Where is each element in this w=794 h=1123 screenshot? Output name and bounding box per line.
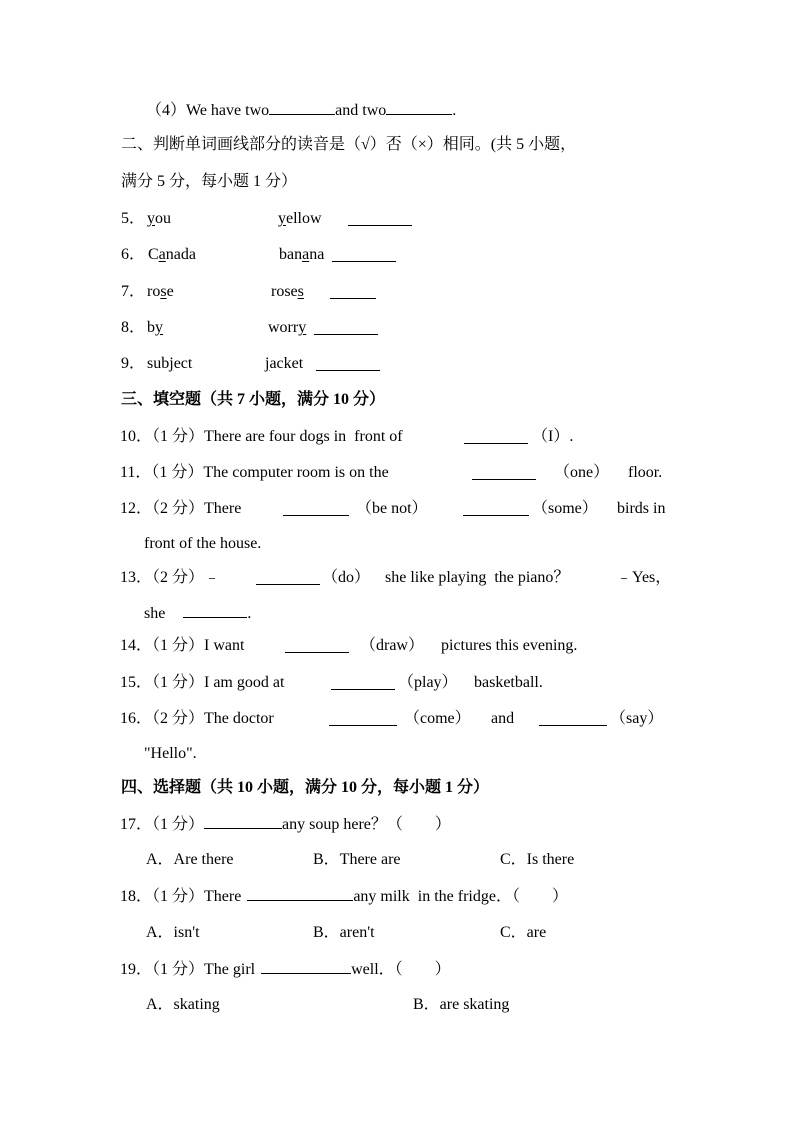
question-5 [121, 209, 145, 229]
word-2 [279, 245, 324, 265]
question-16-hint-1: （come） [404, 710, 471, 727]
word-part: na [309, 246, 325, 263]
option-c[interactable]: C．are [500, 924, 547, 941]
underlined-letters: a [302, 246, 310, 263]
underlined-letters: y [147, 210, 155, 227]
section-3-heading: 三、填空题（共 7 小题，满分 10 分） [121, 391, 386, 408]
question-15-hint: （play） [398, 674, 458, 691]
question-12-hint-1: （be not） [356, 500, 428, 517]
question-number: 6． [121, 246, 146, 263]
word-part: ban [279, 246, 303, 263]
underlined-letters: y [298, 319, 307, 336]
word-part: acket [269, 355, 304, 372]
word-1 [147, 318, 163, 338]
question-11-end: floor. [628, 464, 663, 481]
question-14-text: 14．（1 分）I want [120, 637, 245, 654]
question-number: 8． [121, 319, 146, 336]
question-16-and: and [491, 710, 515, 727]
question-number: 19．（1 分）The girl [120, 961, 256, 978]
question-17-line [120, 814, 451, 835]
answer-blank[interactable] [247, 886, 353, 901]
question-9 [121, 354, 145, 374]
question-number: 17．（1 分） [120, 816, 205, 833]
question-6 [121, 245, 145, 265]
question-12-continuation: front of the house. [144, 535, 262, 552]
word-part: ect [173, 355, 193, 372]
answer-blank[interactable] [539, 711, 607, 726]
word-part: b [147, 319, 155, 336]
option-c[interactable]: C．Is there [500, 851, 575, 868]
question-10-hint: （I）. [532, 428, 574, 445]
word-part: . [247, 605, 252, 622]
option-b[interactable]: B．aren't [313, 924, 375, 941]
question-15-text: 15．（1 分）I am good at [120, 674, 285, 691]
question-13-hint: （do） [322, 569, 371, 586]
answer-blank[interactable] [463, 501, 529, 516]
question-13-continuation [144, 603, 251, 624]
q4-prefix: （4）We have two [146, 102, 270, 119]
answer-blank[interactable] [285, 638, 349, 653]
answer-blank[interactable] [269, 100, 335, 115]
question-11-text: 11．（1 分）The computer room is on the [120, 464, 389, 481]
section-2-heading-line-2: 满分 5 分，每小题 1 分） [121, 173, 298, 190]
word-part: sub [147, 355, 170, 372]
q4-mid: and two [335, 102, 387, 119]
question-15-end: basketball. [474, 674, 543, 691]
question-7 [121, 282, 145, 302]
question-number: 7． [121, 283, 146, 300]
question-13-middle: she like playing the piano？ [385, 569, 570, 586]
answer-blank[interactable] [183, 603, 247, 618]
question-text: any milk in the fridge．（ ） [353, 888, 568, 905]
underlined-letters: s [160, 283, 167, 300]
word-1 [147, 282, 174, 302]
question-11-hint: （one） [554, 464, 610, 481]
word-1 [148, 245, 196, 265]
underlined-letters: s [297, 283, 304, 300]
word-2 [278, 209, 322, 229]
word-part: e [166, 283, 174, 300]
underlined-letters: j [169, 355, 174, 372]
section-2-heading-line-1: 二、判断单词画线部分的读音是（√）否（×）相同。(共 5 小题， [121, 136, 577, 153]
question-10-text: 10．（1 分）There are four dogs in front of [120, 428, 403, 445]
word-part: ellow [286, 210, 322, 227]
underlined-letters: y [155, 319, 163, 336]
question-13-reply: ﹣Yes， [616, 569, 672, 586]
word-part: she [144, 605, 166, 622]
word-1 [147, 354, 192, 374]
section-4-heading: 四、选择题（共 10 小题，满分 10 分，每小题 1 分） [121, 779, 490, 796]
option-a[interactable]: A．Are there [146, 851, 234, 868]
question-16-text: 16．（2 分）The doctor [120, 710, 274, 727]
option-b[interactable]: B．There are [313, 851, 401, 868]
question-number: 9． [121, 355, 146, 372]
question-text: well．（ ） [351, 961, 451, 978]
word-2 [265, 354, 303, 374]
question-number: 18．（1 分）There [120, 888, 242, 905]
underlined-letters: a [158, 246, 166, 263]
word-part: ou [155, 210, 171, 227]
answer-blank[interactable] [464, 429, 528, 444]
question-16-continuation: "Hello". [144, 745, 197, 762]
answer-blank[interactable] [331, 675, 395, 690]
word-part: C [148, 246, 159, 263]
answer-blank[interactable] [348, 211, 412, 226]
question-number: 5． [121, 210, 146, 227]
word-1 [147, 209, 171, 229]
q4-end: . [452, 102, 457, 119]
word-2 [268, 318, 306, 338]
question-4-line [146, 100, 456, 121]
answer-blank[interactable] [261, 959, 351, 974]
question-19-line [120, 959, 451, 980]
question-8 [121, 318, 145, 338]
answer-blank[interactable] [283, 501, 349, 516]
word-part: nada [165, 246, 196, 263]
question-12-hint-2: （some） [532, 500, 598, 517]
question-text: any soup here？（ ） [282, 816, 451, 833]
question-16-hint-2: （say） [610, 710, 664, 727]
underlined-letters: y [278, 210, 286, 227]
answer-blank[interactable] [316, 356, 380, 371]
answer-blank[interactable] [314, 320, 378, 335]
answer-blank[interactable] [256, 570, 320, 585]
answer-blank[interactable] [330, 284, 376, 299]
question-12-text: 12．（2 分）There [120, 500, 242, 517]
answer-blank[interactable] [472, 465, 536, 480]
underlined-letters: j [265, 355, 270, 372]
word-2 [271, 282, 304, 302]
option-b[interactable]: B．are skating [413, 996, 510, 1013]
word-part: ro [147, 283, 161, 300]
option-a[interactable]: A．isn't [146, 924, 200, 941]
question-12-tail: birds in [617, 500, 666, 517]
answer-blank[interactable] [332, 247, 396, 262]
word-part: rose [271, 283, 298, 300]
question-13-text: 13．（2 分）﹣ [120, 569, 221, 586]
word-part: worr [268, 319, 299, 336]
question-18-line [120, 886, 568, 907]
question-14-hint: （draw） [360, 637, 424, 654]
answer-blank[interactable] [386, 100, 452, 115]
option-a[interactable]: A．skating [146, 996, 220, 1013]
question-14-end: pictures this evening. [441, 637, 578, 654]
answer-blank[interactable] [329, 711, 397, 726]
answer-blank[interactable] [204, 814, 282, 829]
